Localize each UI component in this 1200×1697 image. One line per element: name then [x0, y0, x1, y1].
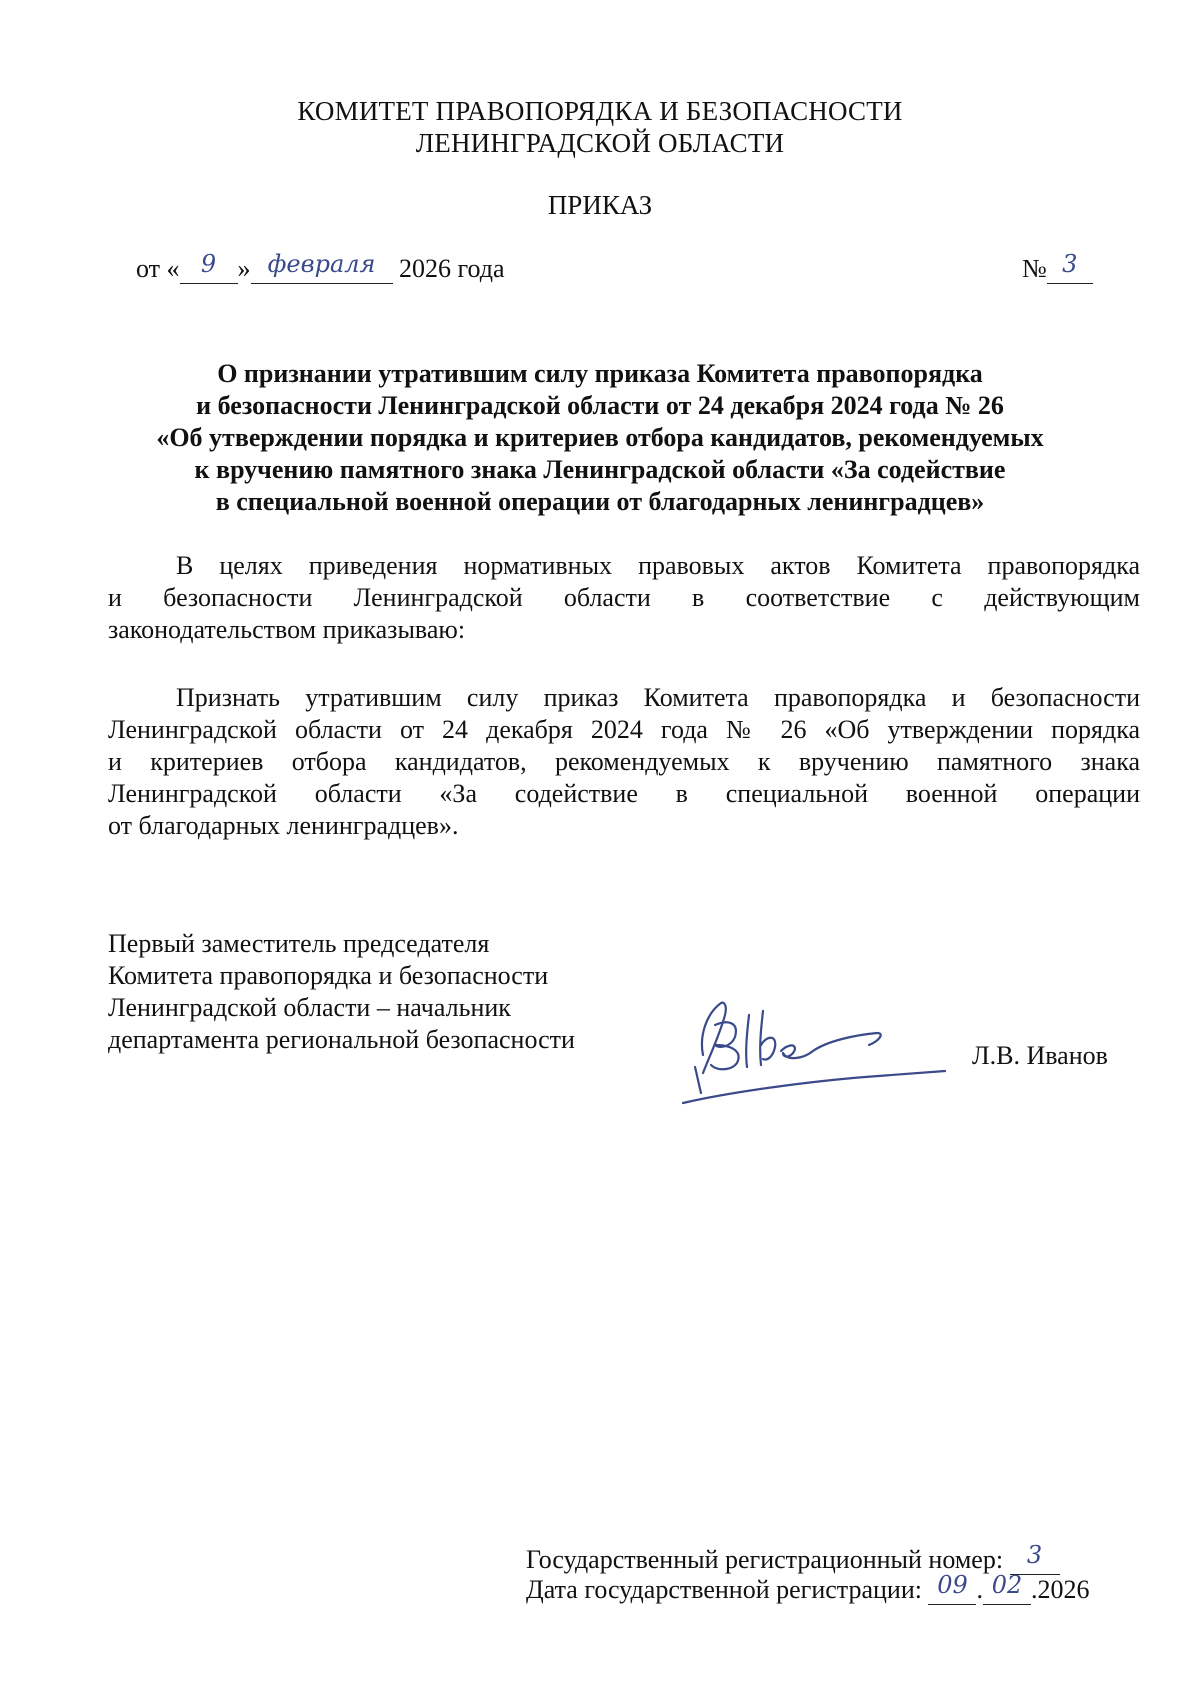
signatory-name: Л.В. Иванов	[972, 1041, 1108, 1070]
registration-month-blank	[983, 1571, 1031, 1605]
title-line: «Об утверждении порядка и критериев отбора кандидатов, рекомендуемых	[156, 423, 1044, 452]
preamble-paragraph	[108, 550, 1140, 646]
handwritten-signature-icon	[655, 985, 955, 1115]
date-line	[136, 250, 505, 284]
document-title	[100, 358, 1100, 518]
text-line: Ленинградской области «За содействие в специальной военной операции	[108, 779, 1140, 808]
text-line: Ленинградской области от 24 декабря 2024 года № 26 «Об утверждении порядка	[108, 715, 1140, 744]
text-line: и критериев отбора кандидатов, рекомендуемых к вручению памятного знака	[108, 747, 1140, 776]
number-label: №	[1022, 254, 1047, 283]
registration-number-label: Государственный регистрационный номер:	[526, 1545, 1004, 1574]
position-line: Первый заместитель председателя	[108, 929, 490, 958]
text-line: В целях приведения нормативных правовых актов Комитета правопорядка	[176, 551, 1140, 580]
title-line: и безопасности Ленинградской области от 24 декабря 2024 года № 26	[196, 391, 1004, 420]
date-suffix: 2026 года	[392, 254, 505, 283]
registration-date-label: Дата государственной регистрации:	[526, 1575, 922, 1604]
document-type: ПРИКАЗ	[547, 190, 653, 220]
registration-date-sep: .	[976, 1575, 983, 1604]
text-line: законодательством приказываю:	[108, 615, 466, 644]
month-blank	[251, 250, 393, 284]
position-line: департамента региональной безопасности	[108, 1025, 575, 1054]
text-line: и безопасности Ленинградской области в соответствие с действующим	[108, 583, 1140, 612]
title-line: в специальной военной операции от благодарных ленинградцев»	[215, 487, 985, 516]
registration-number	[526, 1541, 1060, 1575]
signatory-position	[108, 928, 575, 1056]
number-blank	[1047, 250, 1093, 284]
registration-month-handwritten: 02	[991, 1571, 1023, 1599]
title-line: О признании утратившим силу приказа Комитета правопорядка	[217, 359, 983, 388]
date-prefix: от «	[136, 254, 180, 283]
text-line: от благодарных ленинградцев».	[108, 811, 459, 840]
number-handwritten: 3	[1062, 250, 1078, 278]
text-line: Признать утратившим силу приказ Комитета правопорядка и безопасности	[176, 683, 1140, 712]
day-handwritten: 9	[200, 250, 217, 278]
month-handwritten: февраля	[267, 250, 376, 278]
position-line: Ленинградской области – начальник	[108, 993, 511, 1022]
order-paragraph	[108, 682, 1140, 842]
org-name-line2: ЛЕНИНГРАДСКОЙ ОБЛАСТИ	[415, 128, 785, 158]
day-blank	[180, 250, 238, 284]
title-line: к вручению памятного знака Ленинградской области «За содействие	[194, 455, 1006, 484]
org-name-line1: КОМИТЕТ ПРАВОПОРЯДКА И БЕЗОПАСНОСТИ	[297, 96, 903, 126]
registration-date	[526, 1571, 1090, 1605]
registration-year: .2026	[1030, 1575, 1090, 1604]
position-line: Комитета правопорядка и безопасности	[108, 961, 549, 990]
date-mid: »	[237, 254, 251, 283]
registration-day-handwritten: 09	[937, 1571, 968, 1599]
order-number	[1022, 250, 1093, 284]
registration-day-blank	[928, 1571, 976, 1605]
registration-number-handwritten: 3	[1026, 1541, 1043, 1569]
